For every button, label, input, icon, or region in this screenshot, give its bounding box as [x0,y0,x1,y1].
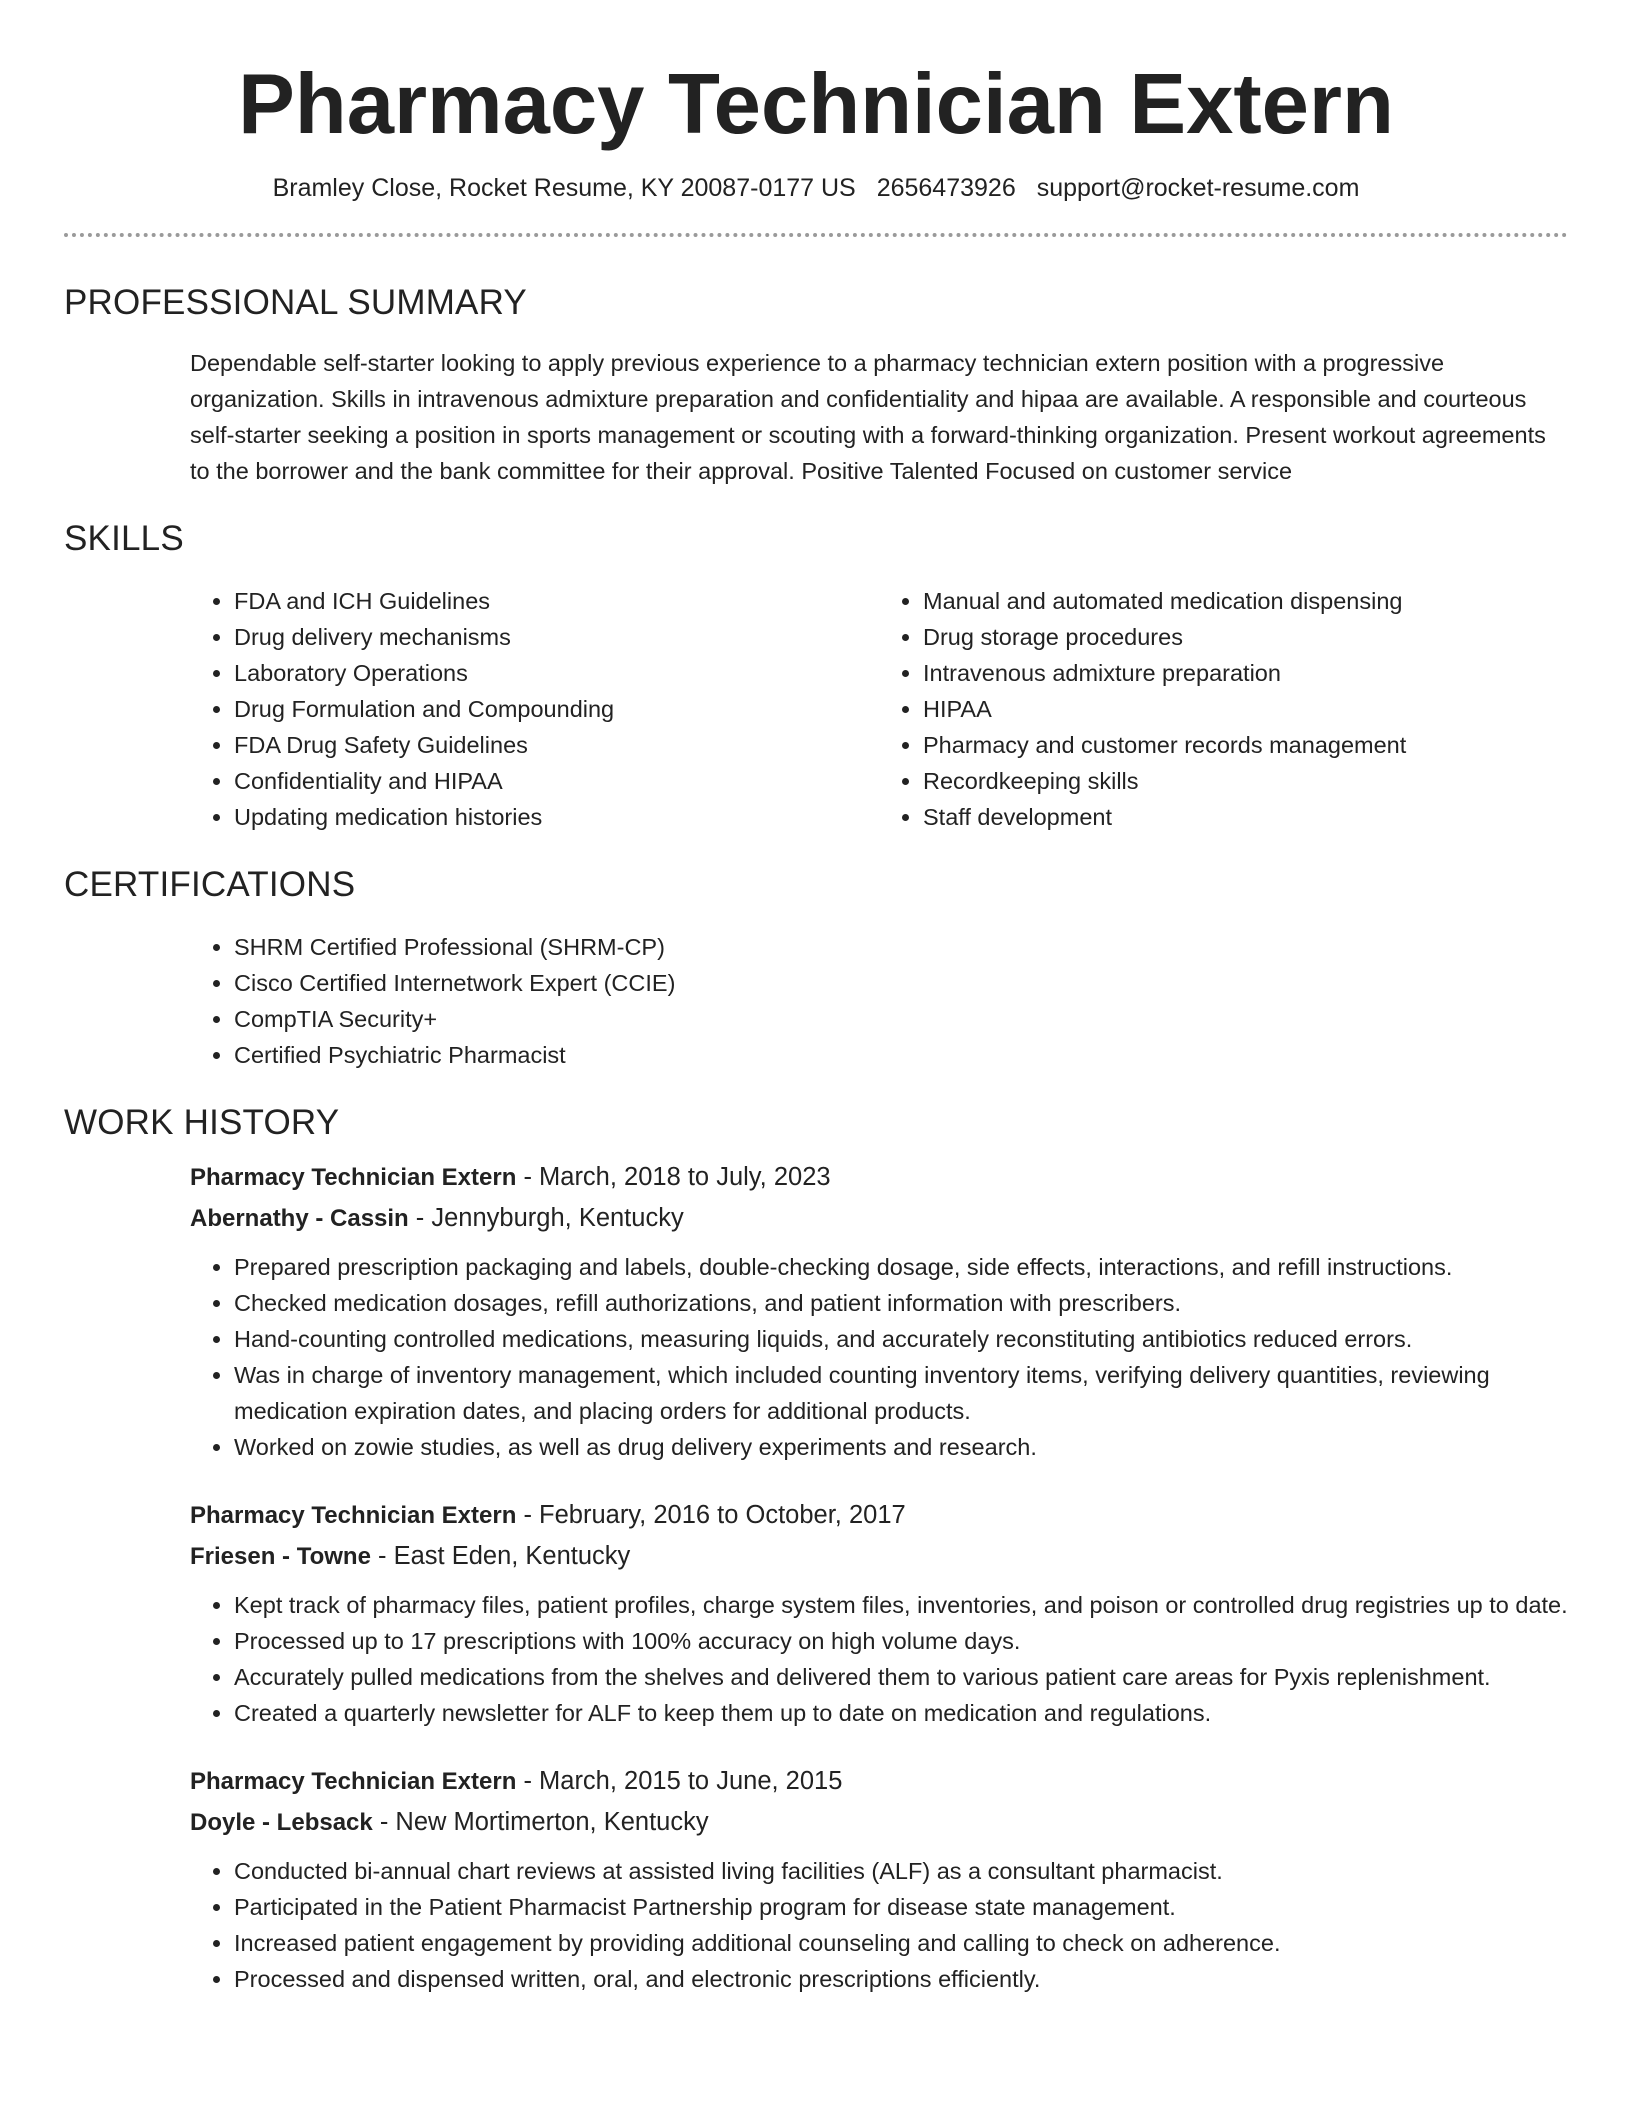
skill-item: • Confidentiality and HIPAA [234,763,879,799]
job-entry [190,1495,1568,1731]
job-bullet: • Accurately pulled medications from the shelves and delivered them to various patient care areas for Pyxis replenishment. [234,1659,1568,1695]
job-company: Abernathy - Cassin [190,1204,409,1232]
job-entry [190,1761,1568,1997]
job-title-line [190,1761,1568,1802]
job-title-line [190,1495,1568,1536]
job-company: Friesen - Towne [190,1542,371,1570]
job-bullet: • Participated in the Patient Pharmacist Partnership program for disease state management. [234,1889,1568,1925]
job-dates: - March, 2015 to June, 2015 [516,1766,843,1795]
job-bullet: • Was in charge of inventory management, which included counting inventory items, verifying delivery quantities, reviewing medication expiration dates, and placing orders for additional products. [234,1357,1568,1429]
job-bullet: • Hand-counting controlled medications, measuring liquids, and accurately reconstituting antibiotics reduced errors. [234,1321,1568,1357]
skills-right-column [879,583,1568,835]
skill-item: • Drug storage procedures [923,619,1568,655]
job-bullets [190,1587,1568,1731]
skill-item: • Staff development [923,799,1568,835]
job-title-line [190,1157,1568,1198]
skill-item: • Updating medication histories [234,799,879,835]
job-role: Pharmacy Technician Extern [190,1163,517,1191]
certification-item: • CompTIA Security+ [234,1001,1568,1037]
job-company: Doyle - Lebsack [190,1808,373,1836]
certification-item: • Certified Psychiatric Pharmacist [234,1037,1568,1073]
skills-heading: SKILLS [64,518,184,558]
certification-item: • SHRM Certified Professional (SHRM-CP) [234,929,1568,965]
job-bullets [190,1249,1568,1465]
resume-name: Pharmacy Technician Extern [238,57,1394,152]
job-location: - East Eden, Kentucky [370,1541,631,1570]
job-bullet: • Kept track of pharmacy files, patient profiles, charge system files, inventories, and poison or controlled drug registries up to date. [234,1587,1568,1623]
skill-item: • Laboratory Operations [234,655,879,691]
contact-line [64,174,1568,203]
header-divider [64,233,1568,237]
job-company-line [190,1198,1568,1239]
job-bullet: • Prepared prescription packaging and labels, double-checking dosage, side effects, interactions, and refill instructions. [234,1249,1568,1285]
skill-item: • Manual and automated medication dispensing [923,583,1568,619]
certifications-heading: CERTIFICATIONS [64,864,356,904]
job-bullet: • Checked medication dosages, refill authorizations, and patient information with prescribers. [234,1285,1568,1321]
skill-item: • Drug delivery mechanisms [234,619,879,655]
job-bullet: • Increased patient engagement by providing additional counseling and calling to check on adherence. [234,1925,1568,1961]
job-location: - New Mortimerton, Kentucky [372,1807,709,1836]
skill-item: • Drug Formulation and Compounding [234,691,879,727]
job-bullet: • Processed up to 17 prescriptions with 100% accuracy on high volume days. [234,1623,1568,1659]
skills-left-column [190,583,879,835]
job-bullet: • Created a quarterly newsletter for ALF to keep them up to date on medication and regulations. [234,1695,1568,1731]
job-bullets [190,1853,1568,1997]
certification-item: • Cisco Certified Internetwork Expert (CCIE) [234,965,1568,1001]
contact-email: support@rocket-resume.com [1036,173,1360,202]
job-role: Pharmacy Technician Extern [190,1767,517,1795]
summary-heading: PROFESSIONAL SUMMARY [64,282,527,322]
job-bullet: • Worked on zowie studies, as well as drug delivery experiments and research. [234,1429,1568,1465]
job-company-line [190,1536,1568,1577]
work-history-heading: WORK HISTORY [64,1102,340,1142]
job-location: - Jennyburgh, Kentucky [408,1203,684,1232]
job-bullet: • Processed and dispensed written, oral, and electronic prescriptions efficiently. [234,1961,1568,1997]
contact-address: Bramley Close, Rocket Resume, KY 20087-0177 US [272,173,856,202]
job-company-line [190,1802,1568,1843]
skill-item: • Recordkeeping skills [923,763,1568,799]
skill-item: • FDA Drug Safety Guidelines [234,727,879,763]
skill-item: • Pharmacy and customer records management [923,727,1568,763]
contact-phone: 2656473926 [876,173,1016,202]
job-bullet: • Conducted bi-annual chart reviews at assisted living facilities (ALF) as a consultant pharmacist. [234,1853,1568,1889]
job-entry [190,1157,1568,1465]
skills-list [190,583,1568,835]
skill-item: • FDA and ICH Guidelines [234,583,879,619]
job-dates: - March, 2018 to July, 2023 [516,1162,831,1191]
job-role: Pharmacy Technician Extern [190,1501,517,1529]
summary-text: Dependable self-starter looking to apply previous experience to a pharmacy technician extern position with a progressive organization. Skills in intravenous admixture preparation and confidentiality and hipaa are available. A responsible and courteous self-starter seeking a position in sports management or scouting with a forward-thinking organization. Present workout agreements to the borrower and the bank committee for their approval. Positive Talented Focused on customer service [190,349,1546,484]
certifications-list [234,929,1568,1073]
job-dates: - February, 2016 to October, 2017 [516,1500,906,1529]
skill-item: • Intravenous admixture preparation [923,655,1568,691]
skill-item: • HIPAA [923,691,1568,727]
